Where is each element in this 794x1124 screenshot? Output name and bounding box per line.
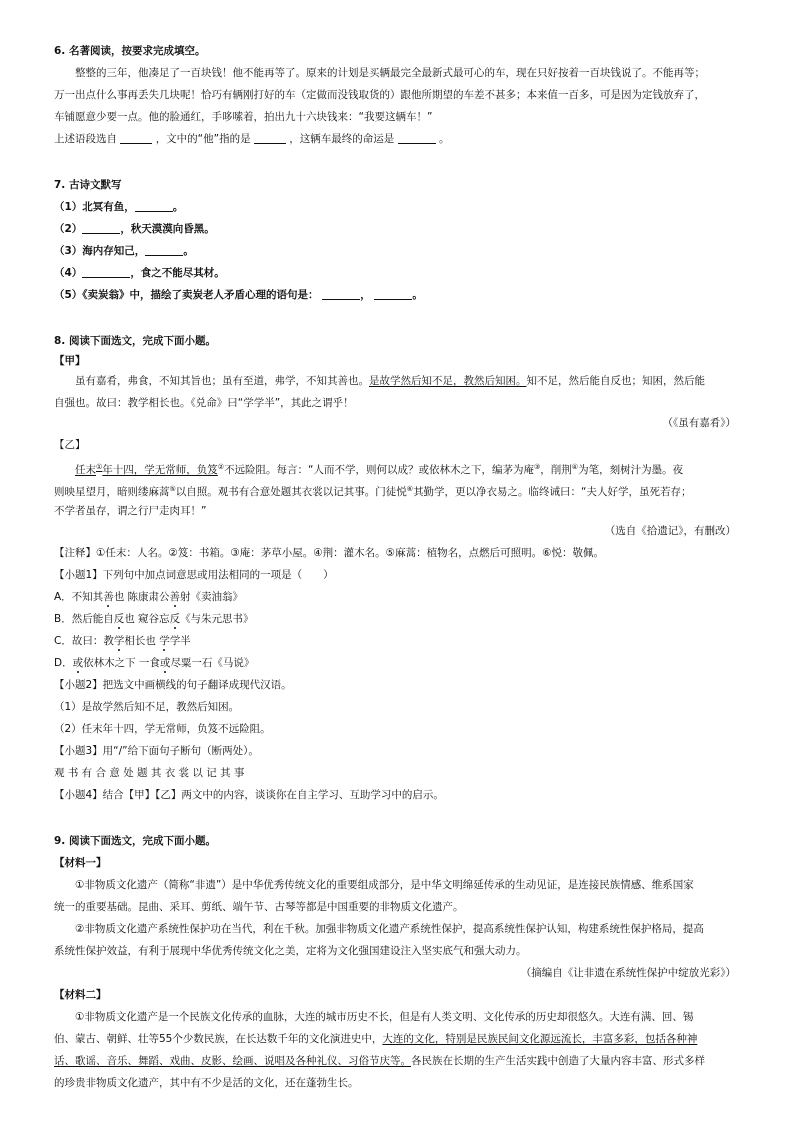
option-a[interactable]: A．不知其善也 陈康肃公善射《卖油翁》 — [54, 591, 244, 603]
q7-item-2: （2） ，秋天漠漠向昏黑。 — [54, 223, 215, 235]
material-1-line: 系统性保护效益，有利于展现中华优秀传统文化之美，定将为文化强国建设注入坚实底气和强大动力。 — [54, 945, 527, 957]
yi-text-line: 任末①年十四，学无常师，负笈②不远险阻。每言：“人而不学，则何以成？或依林木之下，编茅为庵③，削荆④为笔，刻树汁为墨。夜 — [75, 463, 684, 476]
subquestion-3-sentence: 观 书 有 合 意 处 题 其 衣 裳 以 记 其 事 — [54, 767, 245, 779]
q7-item-4: （4） ，食之不能尽其材。 — [54, 267, 225, 279]
material-1-line: ①非物质文化遗产（简称“非遗”）是中华优秀传统文化的重要组成部分，是中华文明绵延传承的生动见证，是连接民族情感、维系国家 — [75, 879, 694, 891]
material-1-line: ②非物质文化遗产系统性保护功在当代，利在千秋。加强非物质文化遗产系统性保护，提高系统性保护认知，构建系统性保护格局，提高 — [75, 923, 704, 935]
q9-title: 9. 阅读下面选文，完成下面小题。 — [54, 835, 216, 847]
q6-question: 上述语段选自 ，文中的“他”指的是 ，这辆车最终的命运是 。 — [54, 133, 450, 145]
subquestion-1: 【小题1】下列句中加点词意思或用法相同的一项是（ ） — [54, 569, 334, 581]
answer-blank[interactable] — [254, 133, 286, 144]
option-c[interactable]: C．故曰：教学相长也 学学半 — [54, 635, 191, 647]
subquestion-2-item: （2）任末年十四，学无常师，负笈不远险阻。 — [54, 723, 271, 735]
yi-text-line: 则映星望月，暗则缕麻蒿⑤以自照。观书有合意处题其衣裳以记其事。门徒悦⑥其勤学，更以净衣易之。临终诫曰：“夫人好学，虽死若存； — [54, 485, 692, 498]
subquestion-2: 【小题2】把选文中画横线的句子翻译成现代汉语。 — [54, 679, 292, 691]
subquestion-3: 【小题3】用“/”给下面句子断句（断两处）。 — [54, 745, 259, 757]
jia-source: （《虽有嘉肴》） — [662, 417, 736, 429]
q7-item-1: （1）北冥有鱼， 。 — [54, 201, 184, 213]
q6-paragraph-line: 整整的三年，他凑足了一百块钱！他不能再等了。原来的计划是买辆最完全最新式最可心的车，现在只好按着一百块钱说了。不能再等； — [75, 67, 705, 79]
option-d[interactable]: D．或依林木之下 一食或尽粟一石《马说》 — [54, 657, 255, 669]
yi-source: （选自《拾遗记》，有删改） — [604, 525, 736, 537]
material-2-line: ①非物质文化遗产是一个民族文化传承的血脉，大连的城市历史不长，但是有人类文明、文化传承的历史却很悠久。大连有满、回、锡 — [75, 1011, 694, 1023]
answer-blank[interactable] — [135, 201, 173, 212]
q6-paragraph-line: 车铺愿意少要一点。他的脸通红，手哆嗦着，拍出九十六块钱来：“我要这辆车！” — [54, 111, 433, 123]
answer-blank[interactable] — [374, 289, 412, 300]
option-b[interactable]: B．然后能自反也 窥谷忘反《与朱元思书》 — [54, 613, 254, 625]
answer-blank[interactable] — [120, 133, 152, 144]
answer-blank[interactable] — [322, 289, 360, 300]
underlined-sentence: 话、歌谣、音乐、舞蹈、戏曲、皮影、绘画、说唱及各种礼仪、习俗节庆等。 — [54, 1055, 411, 1067]
answer-blank[interactable] — [82, 267, 130, 278]
notes: 【注释】①任末：人名。②笈：书箱。③庵：茅草小屋。④荆：灌木名。⑤麻蒿：植物名，点燃后可照明。⑥悦：敬佩。 — [54, 547, 604, 559]
jia-text-line: 自强也。故曰：教学相长也。《兑命》曰“学学半”，其此之谓乎！ — [54, 397, 354, 409]
answer-blank[interactable] — [145, 245, 183, 256]
material-2-line: 伯、蒙古、朝鲜、壮等55个少数民族，在长达数千年的文化演进史中，大连的文化，特别是民族民间文化源远流长，丰富多彩，包括各种神 — [54, 1033, 698, 1045]
q6-title: 6. 名著阅读，按要求完成填空。 — [54, 45, 206, 57]
material-2-line: 话、歌谣、音乐、舞蹈、戏曲、皮影、绘画、说唱及各种礼仪、习俗节庆等。各民族在长期的生产生活实践中创造了大量内容丰富、形式多样 — [54, 1055, 705, 1067]
q7-title: 7. 古诗文默写 — [54, 179, 122, 191]
answer-blank[interactable] — [398, 133, 436, 144]
q7-item-3: （3）海内存知己， 。 — [54, 245, 194, 257]
subquestion-4: 【小题4】结合【甲】【乙】两文中的内容，谈谈你在自主学习、互助学习中的启示。 — [54, 789, 444, 801]
q8-title: 8. 阅读下面选文，完成下面小题。 — [54, 335, 216, 347]
jia-text-line: 虽有嘉肴，弗食，不知其旨也；虽有至道，弗学，不知其善也。是故学然后知不足，教然后知困。知不足，然后能自反也；知困，然后能 — [75, 375, 705, 387]
material-1-line: 统一的重要基础。昆曲、采耳、剪纸、端午节、古琴等都是中国重要的非物质文化遗产。 — [54, 901, 464, 913]
section-jia-label: 【甲】 — [54, 355, 86, 367]
material-2-label: 【材料二】 — [54, 989, 107, 1001]
section-yi-label: 【乙】 — [54, 439, 86, 451]
underlined-sentence: 是故学然后知不足，教然后知困。 — [369, 375, 527, 387]
q7-item-5: （5）《卖炭翁》中，描绘了卖炭老人矛盾心理的语句是： ， 。 — [54, 289, 423, 301]
subquestion-2-item: （1）是故学然后知不足，教然后知困。 — [54, 701, 240, 713]
q6-paragraph-line: 万一出点什么事再丢失几块呢！恰巧有辆刚打好的车（定做而没钱取货的）跟他所期望的车差不甚多；本来值一百多，可是因为定钱放弃了， — [54, 89, 705, 101]
answer-blank[interactable] — [82, 223, 120, 234]
material-1-label: 【材料一】 — [54, 857, 107, 869]
material-1-source: （摘编自《让非遗在系统性保护中绽放光彩》） — [520, 967, 736, 979]
material-2-line: 的珍贵非物质文化遗产，其中有不少是活的文化，还在蓬勃生长。 — [54, 1077, 359, 1089]
yi-text-line: 不学者虽存，谓之行尸走肉耳！” — [54, 505, 207, 517]
underlined-sentence: 大连的文化，特别是民族民间文化源远流长，丰富多彩，包括各种神 — [382, 1033, 698, 1045]
